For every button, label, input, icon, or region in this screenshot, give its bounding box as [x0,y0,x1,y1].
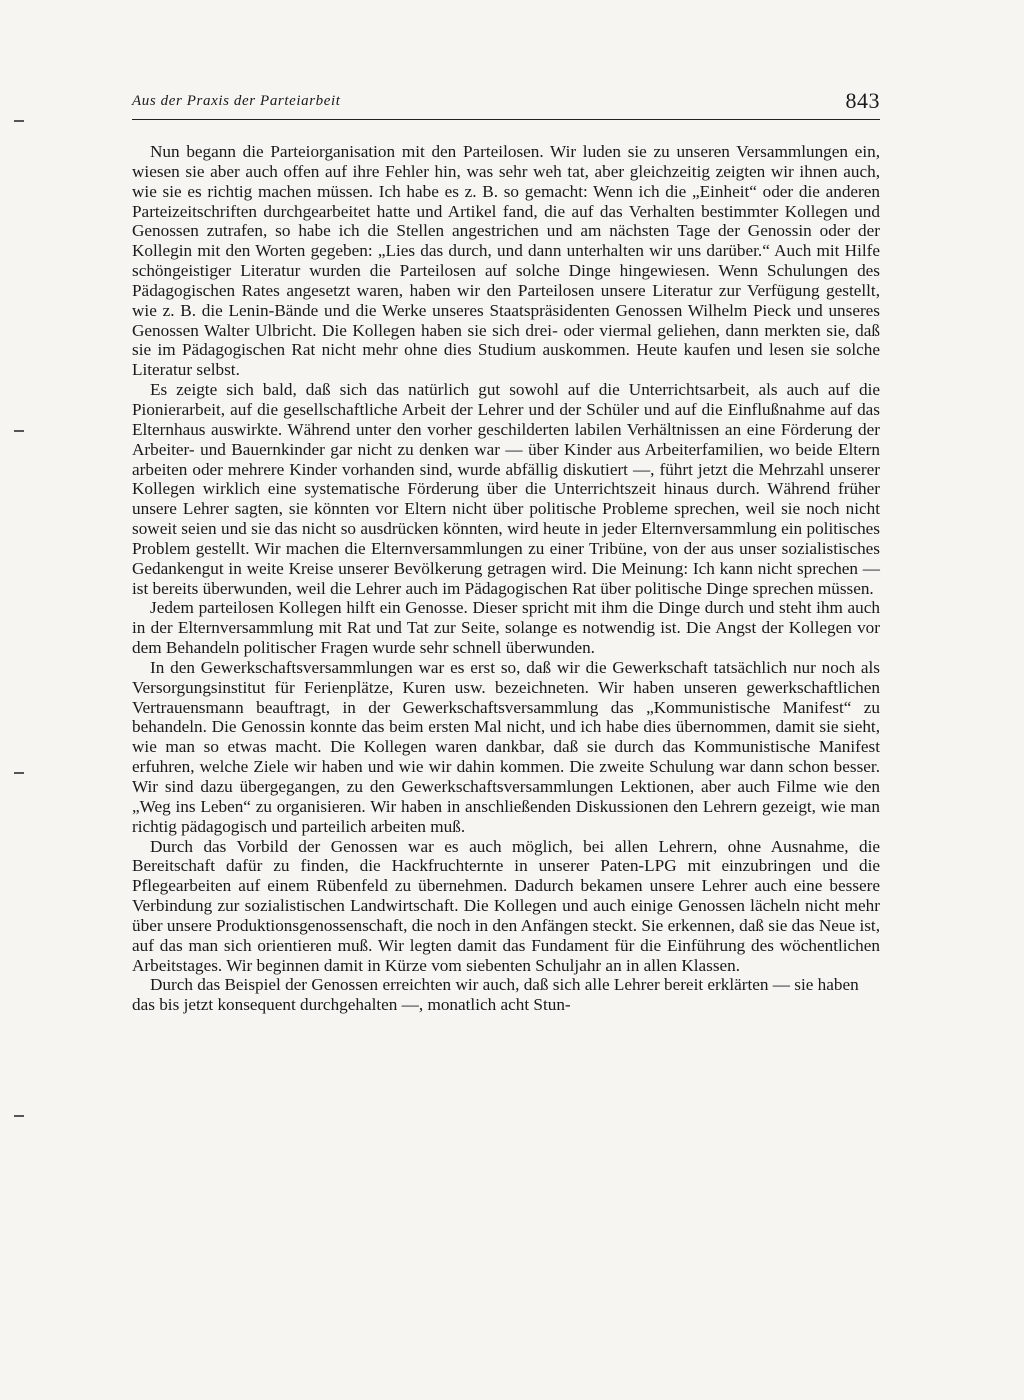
header-title: Aus der Praxis der Parteiarbeit [132,93,341,109]
margin-mark [14,1115,24,1117]
header-rule [132,119,880,120]
paragraph: Durch das Beispiel der Genossen erreichten wir auch, daß sich alle Lehrer bereit erklärten — sie haben das bis jetzt konsequent durchgehalten —, monatlich acht Stun- [132,975,859,1015]
paragraph: Jedem parteilosen Kollegen hilft ein Genosse. Dieser spricht mit ihm die Dinge durch und steht ihm auch in der Elternversammlung mit Rat und Tat zur Seite, solange es notwendig ist. Die Angst der Kollegen vor dem Behandeln politischer Fragen wurde sehr schnell überwunden. [132,598,880,658]
margin-mark [14,120,24,122]
margin-mark [14,772,24,774]
paragraph: Nun begann die Parteiorganisation mit den Parteilosen. Wir luden sie zu unseren Versammlungen ein, wiesen sie aber auch offen auf ihre Fehler hin, was sehr weh tat, aber gleichzeitig zeigten wir ihnen auch, wie sie es richtig machen müssen. Ich habe es z. B. so gemacht: Wenn ich die „Einheit“ oder die anderen Parteizeitschriften durchgearbeitet hatte und Artikel fand, die auf das Verhalten bestimmter Kollegen und Genossen zutrafen, so habe ich die Stellen angestrichen und am nächsten Tage der Genossin oder der Kollegin mit den Worten gegeben: „Lies das durch, und dann unterhalten wir uns darüber.“ Auch mit Hilfe schöngeistiger Literatur wurden die Parteilosen auf solche Dinge hingewiesen. Wenn Schulungen des Pädagogischen Rates angesetzt waren, haben wir den Parteilosen unsere Literatur zur Verfügung gestellt, wie z. B. die Lenin-Bände und die Werke unseres Staatspräsidenten Genossen Wilhelm Pieck und unseres Genossen Walter Ulbricht. Die Kollegen haben sie sich drei- oder viermal geliehen, dann merkten sie, daß sie im Pädagogischen Rat nicht mehr ohne dies Studium auskommen. Heute kaufen und lesen sie solche Literatur selbst. [132,142,880,380]
page-number: 843 [845,88,880,113]
paragraph: In den Gewerkschaftsversammlungen war es erst so, daß wir die Gewerkschaft tatsächlich nur noch als Versorgungsinstitut für Ferienplätze, Kuren usw. bezeichneten. Wir haben unseren gewerkschaftlichen Vertrauensmann beauftragt, in der Gewerkschaftsversammlung das „Kommunistische Manifest“ zu behandeln. Die Genossin konnte das beim ersten Mal nicht, und ich habe dies übernommen, damit sie sieht, wie man so etwas macht. Die Kollegen waren dankbar, daß sie durch das Kommunistische Manifest erfuhren, welche Ziele wir haben und wie wir dahin kommen. Die zweite Schulung war dann schon besser. Wir sind dazu übergegangen, zu den Gewerkschaftsversammlungen Lektionen, aber auch Filme wie den „Weg ins Leben“ zu organisieren. Wir haben in anschließenden Diskussionen den Lehrern gezeigt, wie man richtig pädagogisch und parteilich arbeiten muß. [132,657,880,836]
body-text [132,142,880,1015]
running-header [132,86,880,120]
margin-mark [14,430,24,432]
paragraph: Es zeigte sich bald, daß sich das natürlich gut sowohl auf die Unterrichtsarbeit, als auch auf die Pionierarbeit, auf die gesellschaftliche Arbeit der Lehrer und der Schüler und auf die Einflußnahme auf das Elternhaus auswirkte. Während unter den vorher geschilderten labilen Verhältnissen an eine Förderung der Arbeiter- und Bauernkinder gar nicht zu denken war — über Kinder aus Arbeiterfamilien, wo beide Eltern arbeiten oder mehrere Kinder vorhanden sind, wurde abfällig diskutiert —, führt jetzt die Mehrzahl unserer Kollegen wirklich eine systematische Förderung über die Unterrichtszeit hinaus durch. Während früher unsere Lehrer sagten, sie könnten vor Eltern nicht über politische Probleme sprechen, weil sie noch nicht soweit seien und sie das nicht so ausdrücken könnten, wird heute in jeder Elternversammlung ein politisches Problem gestellt. Wir machen die Elternversammlungen zu einer Tribüne, von der aus unser sozialistisches Gedankengut in weite Kreise unserer Bevölkerung getragen wird. Die Meinung: Ich kann nicht sprechen — ist bereits überwunden, weil die Lehrer auch im Pädagogischen Rat über politische Dinge sprechen müssen. [132,380,880,598]
paragraph: Durch das Vorbild der Genossen war es auch möglich, bei allen Lehrern, ohne Ausnahme, die Bereitschaft dafür zu finden, die Hackfruchternte in unserer Paten-LPG mit einzubringen und die Pflegearbeiten auf einem Rübenfeld zu übernehmen. Dadurch bekamen unsere Lehrer auch eine bessere Verbindung zur sozialistischen Landwirtschaft. Die Kollegen und auch einige Genossen lächeln nicht mehr über unsere Produktionsgenossenschaft, die noch in den Anfängen steckt. Sie erkennen, daß sie das Neue ist, auf das man sich orientieren muß. Wir legten damit das Fundament für die Einführung des wöchentlichen Arbeitstages. Wir beginnen damit in Kürze vom siebenten Schuljahr an in allen Klassen. [132,836,880,975]
